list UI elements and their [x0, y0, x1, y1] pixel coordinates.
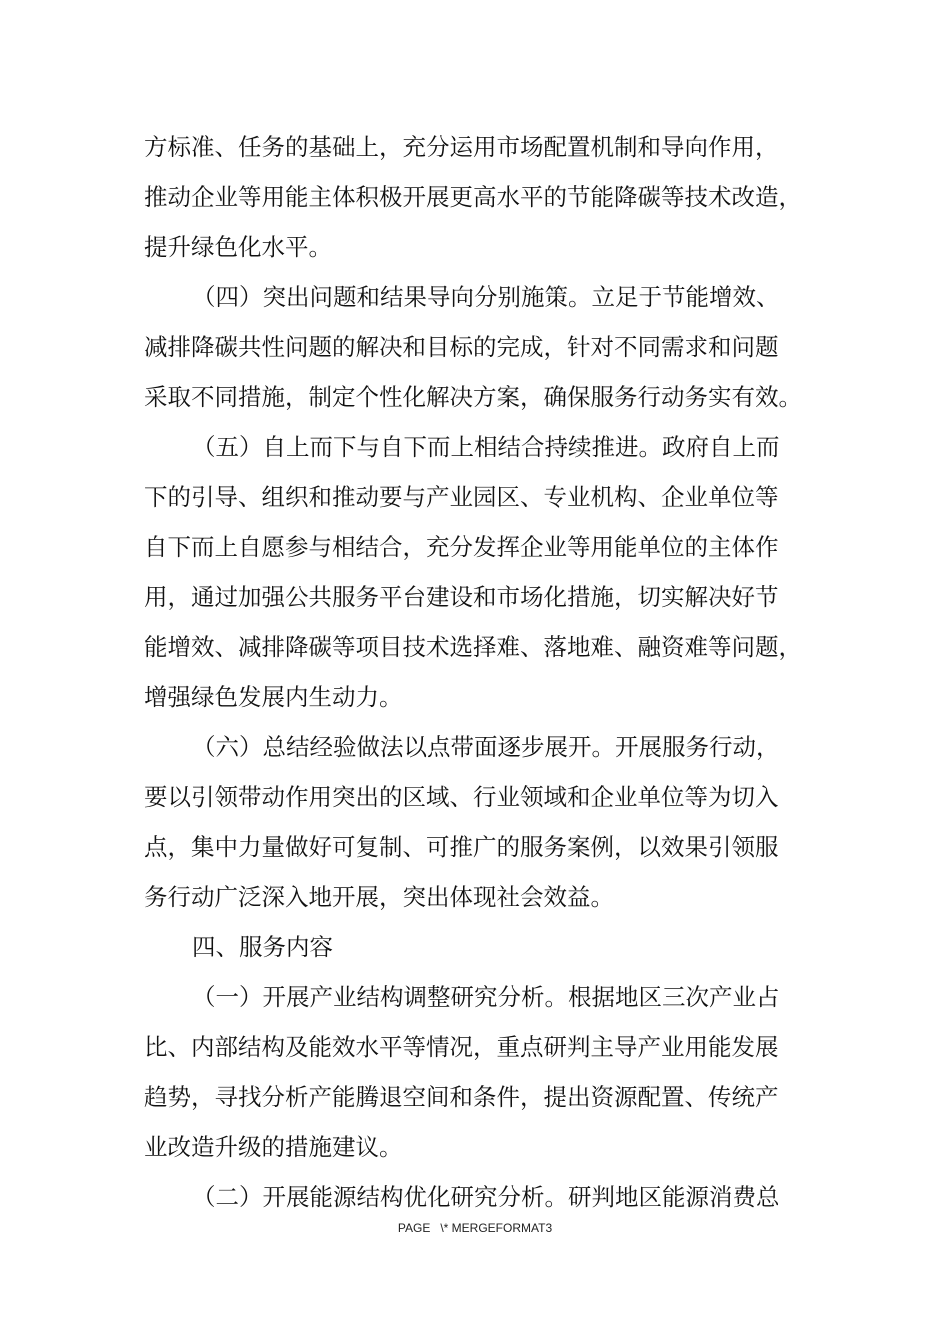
text-line: 点，集中力量做好可复制、可推广的服务案例，以效果引领服: [144, 833, 779, 861]
paragraph-heading-line: （五）自上而下与自下而上相结合持续推进。政府自上而: [192, 433, 780, 461]
text-line: 要以引领带动作用突出的区域、行业领域和企业单位等为切入: [144, 783, 779, 811]
page-footer-field: PAGE \* MERGEFORMAT3: [397, 1221, 553, 1235]
text-line: 方标准、任务的基础上，充分运用市场配置机制和导向作用，: [144, 133, 779, 161]
paragraph-heading-line: （六）总结经验做法以点带面逐步展开。开展服务行动，: [192, 733, 780, 761]
paragraph-heading-line: （四）突出问题和结果导向分别施策。立足于节能增效、: [192, 283, 780, 311]
text-line: 减排降碳共性问题的解决和目标的完成，针对不同需求和问题: [144, 333, 779, 361]
text-line: 自下而上自愿参与相结合，充分发挥企业等用能单位的主体作: [144, 533, 779, 561]
paragraph-heading-line: （二）开展能源结构优化研究分析。研判地区能源消费总: [192, 1183, 780, 1211]
text-line: 趋势，寻找分析产能腾退空间和条件，提出资源配置、传统产: [144, 1083, 779, 1111]
text-line: 比、内部结构及能效水平等情况，重点研判主导产业用能发展: [144, 1033, 779, 1061]
text-line: 推动企业等用能主体积极开展更高水平的节能降碳等技术改造，: [144, 183, 802, 211]
text-line: 用，通过加强公共服务平台建设和市场化措施，切实解决好节: [144, 583, 779, 611]
section-heading: 四、服务内容: [192, 933, 333, 961]
paragraph-heading-line: （一）开展产业结构调整研究分析。根据地区三次产业占: [192, 983, 780, 1011]
text-line: 采取不同措施，制定个性化解决方案，确保服务行动务实有效。: [144, 383, 802, 411]
text-line: 务行动广泛深入地开展，突出体现社会效益。: [144, 883, 614, 911]
text-line: 下的引导、组织和推动要与产业园区、专业机构、企业单位等: [144, 483, 779, 511]
text-line: 能增效、减排降碳等项目技术选择难、落地难、融资难等问题，: [144, 633, 802, 661]
text-line: 提升绿色化水平。: [144, 233, 332, 261]
text-line: 业改造升级的措施建议。: [144, 1133, 403, 1161]
text-line: 增强绿色发展内生动力。: [144, 683, 403, 711]
